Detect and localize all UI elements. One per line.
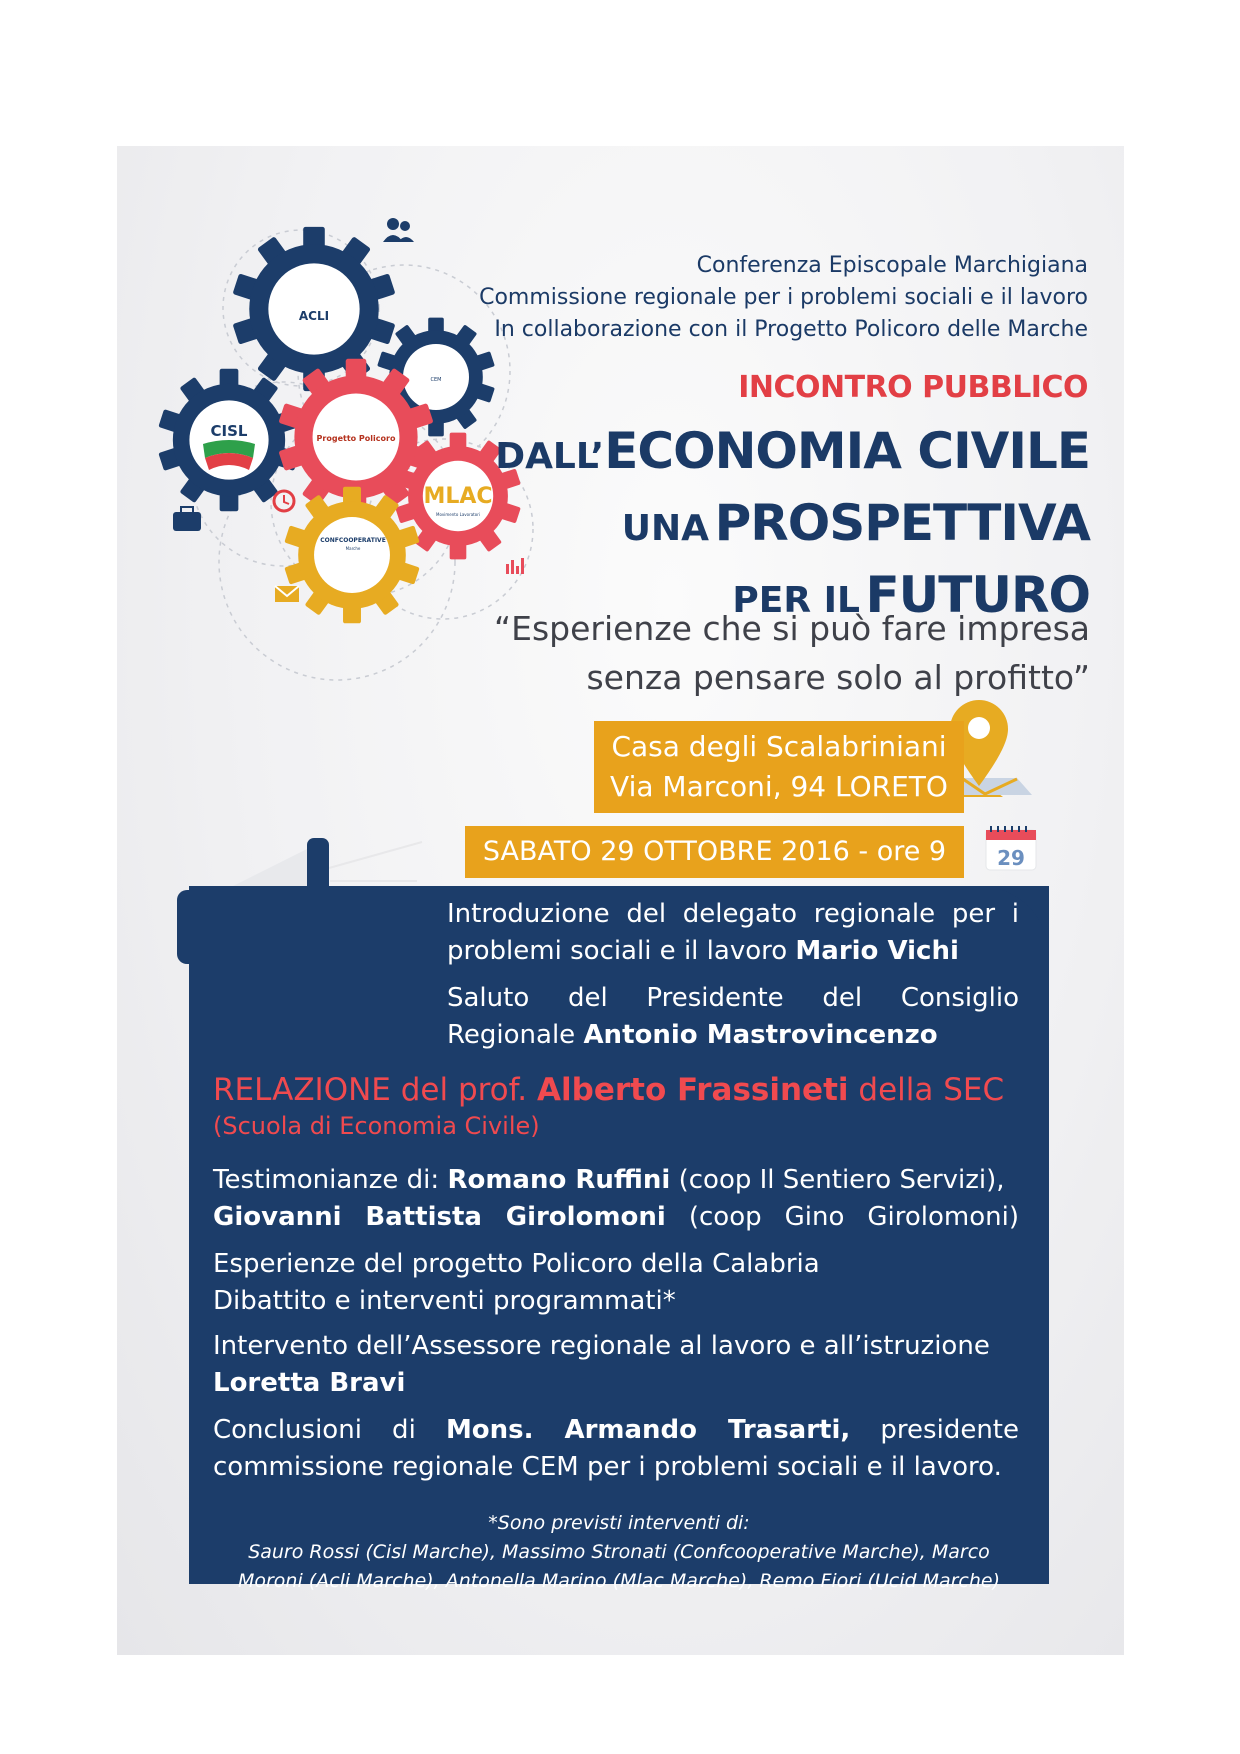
organizer-header [479,250,1088,346]
svg-text:CEM: CEM [430,377,442,383]
program-text: (coop Il Sentiero Servizi), [670,1165,1005,1195]
envelope-icon [275,586,299,602]
svg-text:Movimento Lavoratori: Movimento Lavoratori [436,512,480,517]
program-line: Saluto del Presidente del Consiglio [447,983,1019,1013]
people-icon [383,218,414,242]
svg-text:Marche: Marche [345,546,361,551]
venue-box [594,721,964,813]
event-type: INCONTRO PUBBLICO [738,370,1088,405]
svg-text:29: 29 [997,846,1025,870]
program-text: della SEC [848,1072,1005,1108]
subtitle-quote [494,604,1090,702]
program-line: (Scuola di Economia Civile) [213,1112,540,1140]
briefcase-icon [173,507,201,531]
svg-text:ACLI: ACLI [298,309,330,323]
speaker-name: Giovanni Battista Girolomoni [213,1202,666,1232]
program-text: (coop Gino Girolomoni) [665,1202,1020,1232]
program-text: presidente [850,1415,1019,1445]
title-word: DALL’ [495,436,605,477]
svg-text:CISL: CISL [210,422,248,440]
program-assessore [213,1328,1019,1402]
acli-gear-icon [233,227,396,391]
speaker-name: Alberto Frassineti [537,1072,849,1108]
title-word: FUTURO [865,566,1090,624]
program-saluto [447,980,1019,1054]
program-relazione [213,1070,1013,1142]
title-word: PROSPETTIVA [714,494,1090,552]
program-text: Conclusioni di [213,1415,446,1445]
header-line: Conferenza Episcopale Marchigiana [696,253,1088,278]
program-text: problemi sociali e il lavoro [447,936,796,966]
speaker-name: Antonio Mastrovincenzo [583,1020,938,1050]
svg-text:Progetto Policoro: Progetto Policoro [316,434,396,443]
title-word: PER IL [732,580,860,621]
speaker-name: Mons. Armando Trasarti, [445,1415,851,1445]
program-intro [447,896,1019,970]
cisl-gear-icon [158,369,299,512]
quote-line: senza pensare solo al profitto” [586,658,1090,697]
clock-icon [274,491,294,511]
program-line: Esperienze del progetto Policoro della Calabria [213,1249,820,1279]
calendar-icon [986,826,1036,870]
program-text: Regionale [447,1020,584,1050]
footnote-line: *Sono previsti interventi di: [488,1512,750,1534]
svg-text:CONFCOOPERATIVE: CONFCOOPERATIVE [320,537,386,544]
program-text: Testimonianze di: [213,1165,448,1195]
header-line: Commissione regionale per i problemi sociali e il lavoro [479,285,1088,310]
event-date: SABATO 29 OTTOBRE 2016 - ore 9 [465,826,964,878]
footnote [215,1509,1023,1596]
speaker-name: Loretta Bravi [213,1368,406,1398]
venue-name: Casa degli Scalabriniani [611,730,947,763]
svg-text:MLAC: MLAC [423,484,493,509]
program-line: Introduzione del delegato regionale per i [447,899,1019,929]
poster [117,146,1124,1655]
title-word: UNA [621,508,709,549]
title-word: ECONOMIA CIVILE [604,422,1090,480]
program-esperienze [213,1246,1019,1320]
program-conclusioni [213,1412,1019,1486]
footnote-line: Sauro Rossi (Cisl Marche), Massimo Stronati (Confcooperative Marche), Marco [248,1541,990,1563]
speaker-name: Romano Ruffini [447,1165,671,1195]
program-text: RELAZIONE del prof. [213,1072,538,1108]
venue-address: Via Marconi, 94 LORETO [610,770,948,803]
speaker-name: Mario Vichi [795,936,959,966]
program-testimonianze [213,1162,1019,1236]
program-line: Intervento dell’Assessore regionale al lavoro e all’istruzione [213,1331,990,1361]
program-line: Dibattito e interventi programmati* [213,1286,676,1316]
program-line: commissione regionale CEM per i problemi sociali e il lavoro. [213,1452,1002,1482]
footnote-line: Moroni (Acli Marche), Antonella Marino (Mlac Marche), Remo Fiori (Ucid Marche) [237,1570,1001,1592]
header-line: In collaborazione con il Progetto Policoro delle Marche [494,317,1088,342]
quote-line: “Esperienze che si può fare impresa [494,609,1090,648]
